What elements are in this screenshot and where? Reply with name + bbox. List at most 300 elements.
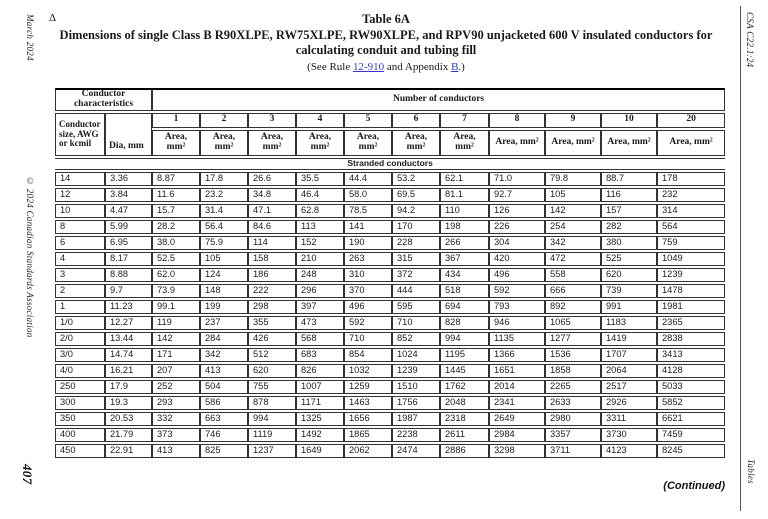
area-unit-header: Area, mm² (601, 130, 657, 156)
area-cell: 94.2 (392, 204, 440, 218)
area-cell: 52.5 (152, 252, 200, 266)
see-rule-middle: and Appendix (384, 60, 452, 73)
size-cell: 8 (55, 220, 105, 234)
dia-cell: 3.84 (105, 188, 152, 202)
area-cell: 15.7 (152, 204, 200, 218)
size-cell: 2 (55, 284, 105, 298)
area-cell: 171 (152, 348, 200, 362)
area-cell: 595 (392, 300, 440, 314)
area-cell: 2341 (489, 396, 545, 410)
size-cell: 6 (55, 236, 105, 250)
area-cell: 1259 (344, 380, 392, 394)
area-cell: 2838 (657, 332, 725, 346)
conductor-count-header: 9 (545, 113, 601, 128)
area-cell: 248 (296, 268, 344, 282)
area-cell: 372 (392, 268, 440, 282)
area-cell: 75.9 (200, 236, 248, 250)
area-cell: 222 (248, 284, 296, 298)
area-cell: 342 (545, 236, 601, 250)
area-cell: 148 (200, 284, 248, 298)
area-cell: 504 (200, 380, 248, 394)
area-cell: 69.5 (392, 188, 440, 202)
size-cell: 350 (55, 412, 105, 426)
area-cell: 1237 (248, 444, 296, 458)
area-cell: 1536 (545, 348, 601, 362)
area-unit-header: Area, mm² (152, 130, 200, 156)
area-cell: 99.1 (152, 300, 200, 314)
area-cell: 1325 (296, 412, 344, 426)
area-unit-header: Area, mm² (657, 130, 725, 156)
dia-cell: 11.23 (105, 300, 152, 314)
area-cell: 178 (657, 172, 725, 186)
size-cell: 14 (55, 172, 105, 186)
margin-standard-id: CSA C22.1:24 (745, 12, 755, 68)
area-cell: 1865 (344, 428, 392, 442)
area-cell: 826 (296, 364, 344, 378)
area-cell: 472 (545, 252, 601, 266)
area-cell: 62.0 (152, 268, 200, 282)
area-cell: 1239 (657, 268, 725, 282)
table-row (55, 188, 725, 202)
dia-cell: 14.74 (105, 348, 152, 362)
area-cell: 26.6 (248, 172, 296, 186)
size-cell: 1/0 (55, 316, 105, 330)
dia-cell: 20.53 (105, 412, 152, 426)
area-cell: 2517 (601, 380, 657, 394)
table-row (55, 236, 725, 250)
area-cell: 370 (344, 284, 392, 298)
area-cell: 53.2 (392, 172, 440, 186)
area-cell: 420 (489, 252, 545, 266)
area-cell: 1756 (392, 396, 440, 410)
title-block (47, 12, 725, 73)
area-cell: 142 (152, 332, 200, 346)
area-cell: 3413 (657, 348, 725, 362)
dia-cell: 8.17 (105, 252, 152, 266)
conductor-count-header: 1 (152, 113, 200, 128)
dia-cell: 16.21 (105, 364, 152, 378)
area-cell: 46.4 (296, 188, 344, 202)
area-cell: 228 (392, 236, 440, 250)
area-unit-header: Area, mm² (489, 130, 545, 156)
change-marker-delta: Δ (49, 12, 57, 24)
area-cell: 23.2 (200, 188, 248, 202)
area-cell: 3357 (545, 428, 601, 442)
area-cell: 1981 (657, 300, 725, 314)
area-cell: 263 (344, 252, 392, 266)
size-cell: 400 (55, 428, 105, 442)
area-cell: 110 (440, 204, 489, 218)
area-cell: 2062 (344, 444, 392, 458)
area-cell: 56.4 (200, 220, 248, 234)
area-cell: 568 (296, 332, 344, 346)
area-cell: 342 (200, 348, 248, 362)
area-cell: 1065 (545, 316, 601, 330)
area-cell: 1277 (545, 332, 601, 346)
size-cell: 3 (55, 268, 105, 282)
area-cell: 11.6 (152, 188, 200, 202)
size-cell: 10 (55, 204, 105, 218)
dia-cell: 19.3 (105, 396, 152, 410)
conductor-count-header: 20 (657, 113, 725, 128)
margin-section-label: Tables (746, 459, 756, 484)
area-cell: 304 (489, 236, 545, 250)
area-cell: 298 (248, 300, 296, 314)
area-cell: 2984 (489, 428, 545, 442)
area-cell: 710 (344, 332, 392, 346)
area-cell: 8245 (657, 444, 725, 458)
area-cell: 79.8 (545, 172, 601, 186)
conductor-count-header: 3 (248, 113, 296, 128)
area-cell: 620 (248, 364, 296, 378)
area-cell: 473 (296, 316, 344, 330)
area-cell: 1649 (296, 444, 344, 458)
area-cell: 210 (296, 252, 344, 266)
table-row (55, 332, 725, 346)
area-cell: 825 (200, 444, 248, 458)
size-cell: 4/0 (55, 364, 105, 378)
area-cell: 315 (392, 252, 440, 266)
table-number-title: Table 6A (362, 12, 410, 26)
table-row (55, 348, 725, 362)
area-cell: 186 (248, 268, 296, 282)
conductor-count-header: 5 (344, 113, 392, 128)
area-cell: 1858 (545, 364, 601, 378)
table-row (55, 268, 725, 282)
area-cell: 1762 (440, 380, 489, 394)
area-cell: 254 (545, 220, 601, 234)
area-unit-header: Area, mm² (392, 130, 440, 156)
size-cell: 2/0 (55, 332, 105, 346)
area-cell: 586 (200, 396, 248, 410)
area-cell: 114 (248, 236, 296, 250)
area-cell: 1032 (344, 364, 392, 378)
area-cell: 92.7 (489, 188, 545, 202)
table-row (55, 396, 725, 410)
diameter-header: Dia, mm (105, 113, 152, 156)
area-cell: 828 (440, 316, 489, 330)
area-cell: 158 (248, 252, 296, 266)
area-cell: 991 (601, 300, 657, 314)
area-cell: 3711 (545, 444, 601, 458)
area-cell: 380 (601, 236, 657, 250)
dia-cell: 17.9 (105, 380, 152, 394)
area-cell: 142 (545, 204, 601, 218)
area-cell: 88.7 (601, 172, 657, 186)
table-row (55, 428, 725, 442)
table-row (55, 172, 725, 186)
group-header-row (55, 88, 725, 111)
area-cell: 116 (601, 188, 657, 202)
area-cell: 332 (152, 412, 200, 426)
area-cell: 310 (344, 268, 392, 282)
area-cell: 3311 (601, 412, 657, 426)
area-cell: 2238 (392, 428, 440, 442)
area-cell: 1419 (601, 332, 657, 346)
area-cell: 1239 (392, 364, 440, 378)
area-cell: 1366 (489, 348, 545, 362)
area-cell: 739 (601, 284, 657, 298)
section-row (55, 158, 725, 170)
area-cell: 1651 (489, 364, 545, 378)
size-cell: 450 (55, 444, 105, 458)
area-cell: 373 (152, 428, 200, 442)
table-row (55, 412, 725, 426)
dia-cell: 4.47 (105, 204, 152, 218)
size-cell: 4 (55, 252, 105, 266)
area-cell: 2474 (392, 444, 440, 458)
area-cell: 78.5 (344, 204, 392, 218)
area-cell: 1024 (392, 348, 440, 362)
see-rule-line (47, 61, 725, 73)
area-cell: 34.8 (248, 188, 296, 202)
area-cell: 105 (545, 188, 601, 202)
area-cell: 1183 (601, 316, 657, 330)
area-cell: 994 (248, 412, 296, 426)
area-cell: 852 (392, 332, 440, 346)
area-cell: 152 (296, 236, 344, 250)
area-cell: 496 (489, 268, 545, 282)
area-cell: 397 (296, 300, 344, 314)
area-cell: 4123 (601, 444, 657, 458)
area-unit-header: Area, mm² (200, 130, 248, 156)
area-cell: 1463 (344, 396, 392, 410)
conductor-count-header: 10 (601, 113, 657, 128)
page-number: 407 (20, 464, 35, 485)
conductor-dimensions-table (55, 86, 725, 460)
area-cell: 1135 (489, 332, 545, 346)
area-cell: 119 (152, 316, 200, 330)
area-cell: 1492 (296, 428, 344, 442)
area-cell: 126 (489, 204, 545, 218)
area-cell: 293 (152, 396, 200, 410)
area-cell: 1445 (440, 364, 489, 378)
area-cell: 793 (489, 300, 545, 314)
area-cell: 157 (601, 204, 657, 218)
area-cell: 170 (392, 220, 440, 234)
area-cell: 4128 (657, 364, 725, 378)
area-cell: 226 (489, 220, 545, 234)
area-cell: 355 (248, 316, 296, 330)
area-cell: 5852 (657, 396, 725, 410)
dia-cell: 8.88 (105, 268, 152, 282)
area-cell: 296 (296, 284, 344, 298)
area-cell: 141 (344, 220, 392, 234)
conductor-count-header: 2 (200, 113, 248, 128)
dia-cell: 12.27 (105, 316, 152, 330)
table-row (55, 364, 725, 378)
area-cell: 1510 (392, 380, 440, 394)
area-cell: 564 (657, 220, 725, 234)
area-cell: 252 (152, 380, 200, 394)
area-cell: 946 (489, 316, 545, 330)
area-cell: 237 (200, 316, 248, 330)
area-cell: 759 (657, 236, 725, 250)
area-cell: 892 (545, 300, 601, 314)
area-cell: 2048 (440, 396, 489, 410)
area-cell: 367 (440, 252, 489, 266)
area-cell: 2926 (601, 396, 657, 410)
area-cell: 413 (152, 444, 200, 458)
dia-cell: 5.99 (105, 220, 152, 234)
area-cell: 266 (440, 236, 489, 250)
area-unit-header: Area, mm² (344, 130, 392, 156)
area-cell: 62.8 (296, 204, 344, 218)
dia-cell: 6.95 (105, 236, 152, 250)
area-cell: 1478 (657, 284, 725, 298)
area-cell: 2633 (545, 396, 601, 410)
size-cell: 250 (55, 380, 105, 394)
area-cell: 2649 (489, 412, 545, 426)
see-rule-suffix: .) (458, 60, 465, 73)
continued-note: (Continued) (663, 480, 725, 492)
appendix-b-link[interactable]: B (451, 60, 459, 73)
area-cell: 62.1 (440, 172, 489, 186)
area-unit-header: Area, mm² (440, 130, 489, 156)
table-row (55, 284, 725, 298)
area-cell: 31.4 (200, 204, 248, 218)
conductor-count-header: 8 (489, 113, 545, 128)
rule-12-910-link[interactable]: 12-910 (352, 60, 385, 73)
area-cell: 84.6 (248, 220, 296, 234)
table-row (55, 220, 725, 234)
area-cell: 426 (248, 332, 296, 346)
area-cell: 592 (489, 284, 545, 298)
area-cell: 232 (657, 188, 725, 202)
size-cell: 3/0 (55, 348, 105, 362)
dia-cell: 13.44 (105, 332, 152, 346)
area-cell: 58.0 (344, 188, 392, 202)
table-row (55, 380, 725, 394)
dia-cell: 21.79 (105, 428, 152, 442)
right-margin-rule (740, 6, 741, 511)
conductor-count-row (55, 113, 725, 128)
area-cell: 620 (601, 268, 657, 282)
area-cell: 2318 (440, 412, 489, 426)
area-cell: 73.9 (152, 284, 200, 298)
conductor-size-header: Conductor size, AWG or kcmil (55, 113, 105, 156)
area-cell: 284 (200, 332, 248, 346)
size-cell: 1 (55, 300, 105, 314)
area-cell: 28.2 (152, 220, 200, 234)
area-cell: 2611 (440, 428, 489, 442)
area-cell: 518 (440, 284, 489, 298)
area-cell: 71.0 (489, 172, 545, 186)
area-cell: 81.1 (440, 188, 489, 202)
area-cell: 314 (657, 204, 725, 218)
area-cell: 755 (248, 380, 296, 394)
table-row (55, 204, 725, 218)
area-cell: 1007 (296, 380, 344, 394)
dia-cell: 9.7 (105, 284, 152, 298)
area-cell: 525 (601, 252, 657, 266)
area-cell: 105 (200, 252, 248, 266)
area-cell: 413 (200, 364, 248, 378)
area-cell: 683 (296, 348, 344, 362)
area-cell: 2265 (545, 380, 601, 394)
area-cell: 38.0 (152, 236, 200, 250)
area-unit-header: Area, mm² (248, 130, 296, 156)
area-cell: 512 (248, 348, 296, 362)
area-cell: 710 (392, 316, 440, 330)
area-cell: 7459 (657, 428, 725, 442)
size-cell: 300 (55, 396, 105, 410)
conductor-count-header: 7 (440, 113, 489, 128)
area-cell: 663 (200, 412, 248, 426)
area-header-row (55, 130, 725, 156)
area-cell: 2980 (545, 412, 601, 426)
area-cell: 113 (296, 220, 344, 234)
area-cell: 1195 (440, 348, 489, 362)
area-cell: 1707 (601, 348, 657, 362)
area-cell: 44.4 (344, 172, 392, 186)
area-cell: 2064 (601, 364, 657, 378)
area-unit-header: Area, mm² (296, 130, 344, 156)
area-cell: 746 (200, 428, 248, 442)
area-cell: 2886 (440, 444, 489, 458)
area-cell: 1119 (248, 428, 296, 442)
area-cell: 198 (440, 220, 489, 234)
table-row (55, 252, 725, 266)
table-row (55, 300, 725, 314)
area-cell: 444 (392, 284, 440, 298)
area-cell: 190 (344, 236, 392, 250)
conductor-count-header: 6 (392, 113, 440, 128)
area-cell: 5033 (657, 380, 725, 394)
number-of-conductors-header: Number of conductors (152, 88, 725, 111)
area-cell: 282 (601, 220, 657, 234)
area-cell: 2014 (489, 380, 545, 394)
area-cell: 558 (545, 268, 601, 282)
area-cell: 3298 (489, 444, 545, 458)
dia-cell: 3.36 (105, 172, 152, 186)
see-rule-prefix: (See Rule (307, 60, 353, 73)
area-cell: 8.87 (152, 172, 200, 186)
dia-cell: 22.91 (105, 444, 152, 458)
area-cell: 1656 (344, 412, 392, 426)
table-caption: Dimensions of single Class B R90XLPE, RW75XLPE, RW90XLPE, and RPV90 unjacketed 600 V insulated conductors for calculating conduit and tubing fill (59, 28, 713, 58)
area-cell: 694 (440, 300, 489, 314)
area-cell: 1987 (392, 412, 440, 426)
area-cell: 3730 (601, 428, 657, 442)
area-cell: 124 (200, 268, 248, 282)
area-cell: 666 (545, 284, 601, 298)
stranded-conductors-label: Stranded conductors (55, 158, 725, 170)
area-cell: 6621 (657, 412, 725, 426)
table-row (55, 444, 725, 458)
area-cell: 496 (344, 300, 392, 314)
area-cell: 434 (440, 268, 489, 282)
size-cell: 12 (55, 188, 105, 202)
conductor-count-header: 4 (296, 113, 344, 128)
conductor-characteristics-header: Conductor characteristics (55, 88, 152, 111)
area-cell: 854 (344, 348, 392, 362)
area-cell: 1171 (296, 396, 344, 410)
area-cell: 1049 (657, 252, 725, 266)
area-cell: 47.1 (248, 204, 296, 218)
margin-copyright: © 2024 Canadian Standards Association (25, 176, 35, 338)
area-cell: 207 (152, 364, 200, 378)
area-cell: 35.5 (296, 172, 344, 186)
area-cell: 2365 (657, 316, 725, 330)
area-cell: 17.8 (200, 172, 248, 186)
area-unit-header: Area, mm² (545, 130, 601, 156)
area-cell: 878 (248, 396, 296, 410)
area-cell: 199 (200, 300, 248, 314)
area-cell: 994 (440, 332, 489, 346)
margin-date: March 2024 (25, 14, 35, 61)
table-row (55, 316, 725, 330)
